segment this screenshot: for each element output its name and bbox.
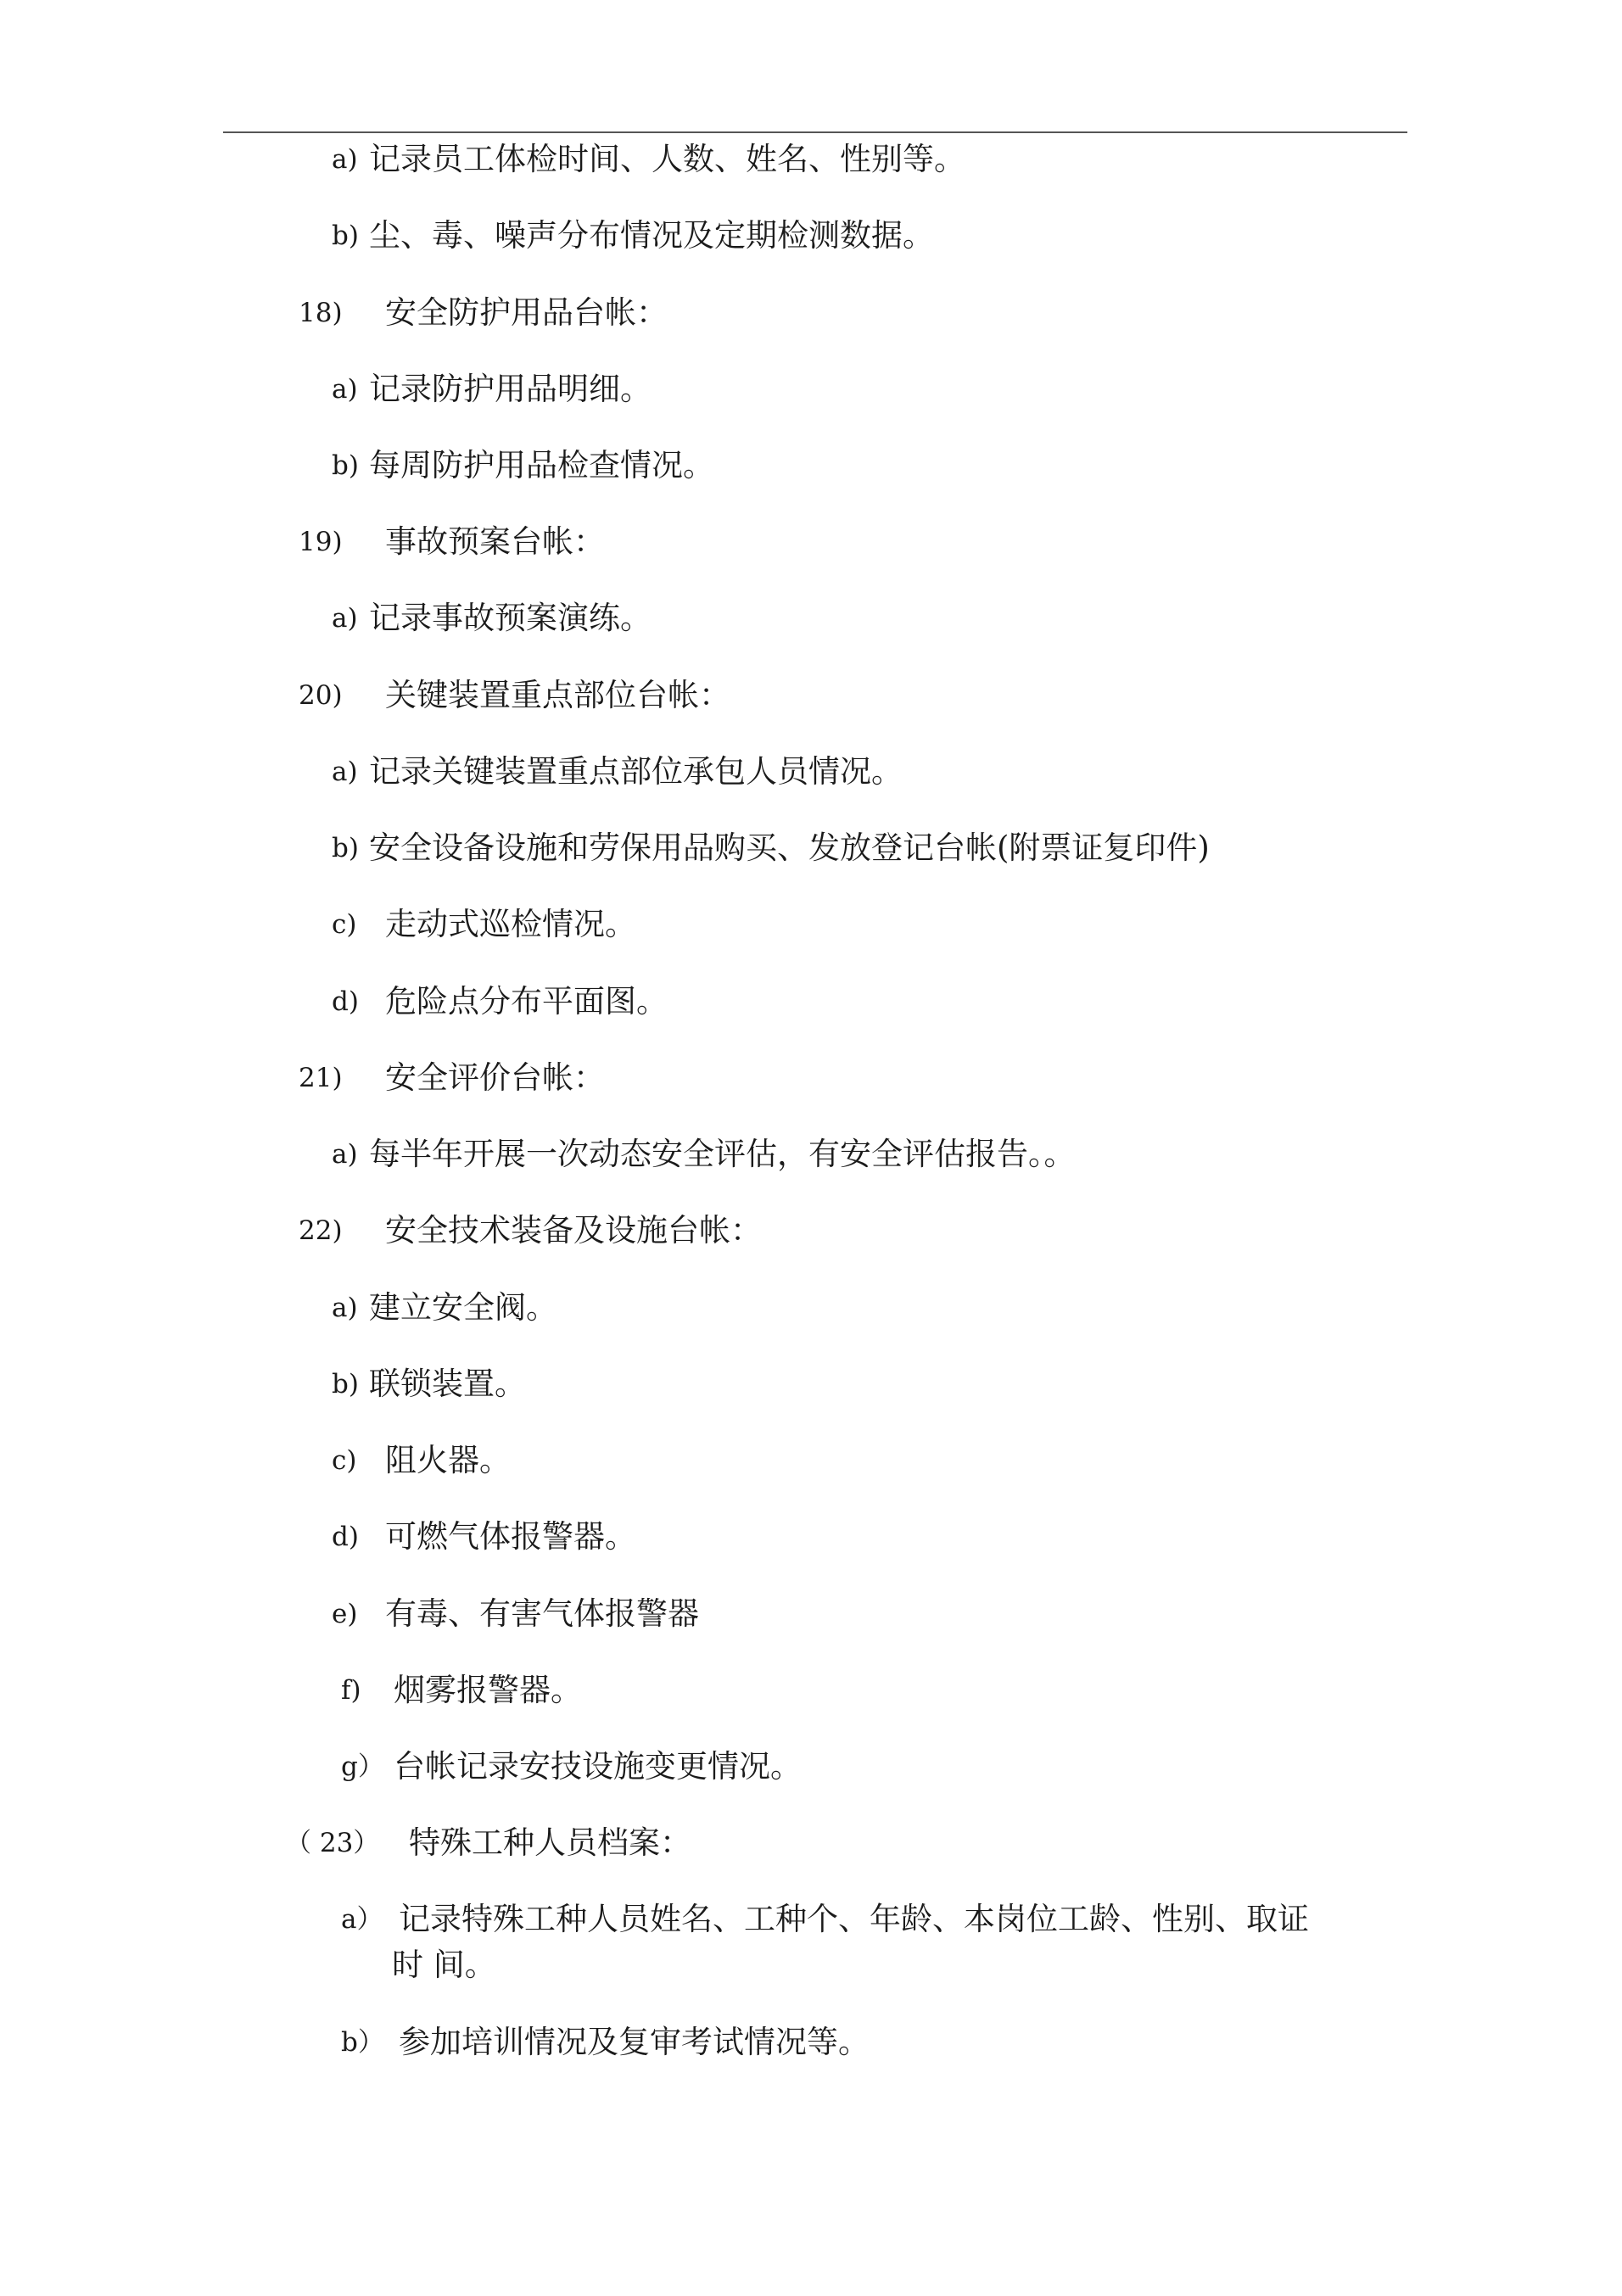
item-text: 阻火器。 [385, 1442, 511, 1478]
item-text: 记录事故预案演练。 [369, 600, 652, 636]
item-marker: a） [341, 1904, 383, 1935]
item-text: 记录特殊工种人员姓名、工种个、年龄、本岗位工龄、性别、取证 [399, 1901, 1309, 1937]
item-marker: d) [332, 1522, 359, 1552]
item-text: 安全设备设施和劳保用品购买、发放登记台帐(附票证复印件) [369, 830, 1210, 866]
section-number: 21) [299, 1063, 343, 1093]
item-text: 有毒、有害气体报警器 [385, 1595, 699, 1632]
section-number: 18) [299, 298, 343, 328]
item-text: 可燃气体报警器。 [385, 1518, 636, 1555]
section-number: 22) [299, 1215, 343, 1246]
item-marker: b) [332, 450, 359, 481]
section-title: 特殊工种人员档案： [409, 1824, 691, 1861]
item-marker: a) [332, 1139, 358, 1170]
item-marker: c) [332, 909, 357, 940]
item-marker: b) [332, 833, 359, 863]
item-marker: b) [332, 221, 359, 251]
item-text: 烟雾报警器。 [394, 1672, 582, 1708]
section-title: 事故预案台帐： [385, 523, 605, 560]
item-text: 尘、毒、噪声分布情况及定期检测数据。 [369, 217, 934, 254]
section-title: 安全评价台帐： [385, 1059, 605, 1096]
item-marker: g） [341, 1751, 384, 1782]
item-marker: a) [332, 1293, 358, 1323]
item-marker: a) [332, 144, 358, 175]
item-text: 联锁装置。 [369, 1366, 526, 1402]
item-text: 记录防护用品明细。 [369, 371, 652, 407]
item-text: 走动式巡检情况。 [385, 906, 636, 942]
section-number: （ 23） [285, 1828, 380, 1858]
item-marker: a) [332, 757, 358, 787]
item-marker: b） [341, 2027, 384, 2058]
section-title: 安全防护用品台帐： [385, 294, 668, 331]
item-marker: e) [332, 1599, 358, 1629]
item-marker: d) [332, 986, 359, 1017]
item-marker: a) [332, 374, 358, 405]
item-text: 记录关键装置重点部位承包人员情况。 [369, 753, 903, 790]
item-text: 建立安全阀。 [369, 1289, 557, 1326]
item-text: 台帐记录安技设施变更情况。 [394, 1748, 802, 1785]
item-text: 危险点分布平面图。 [385, 983, 668, 1020]
section-title: 关键装置重点部位台帐： [385, 677, 730, 713]
section-number: 20) [299, 680, 343, 711]
item-text-continued: 时 间。 [392, 1947, 496, 1983]
section-title: 安全技术装备及设施台帐： [385, 1212, 762, 1249]
item-text: 每周防护用品检查情况。 [369, 447, 714, 483]
item-text: 参加培训情况及复审考试情况等。 [399, 2024, 870, 2060]
item-text: 每半年开展一次动态安全评估，有安全评估报告。。 [369, 1136, 1076, 1172]
item-text: 记录员工体检时间、人数、姓名、性别等。 [369, 141, 965, 177]
item-marker: c) [332, 1445, 357, 1476]
header-rule [223, 131, 1407, 133]
item-marker: f) [341, 1675, 361, 1706]
item-marker: b) [332, 1369, 359, 1399]
section-number: 19) [299, 527, 343, 557]
item-marker: a) [332, 603, 358, 634]
